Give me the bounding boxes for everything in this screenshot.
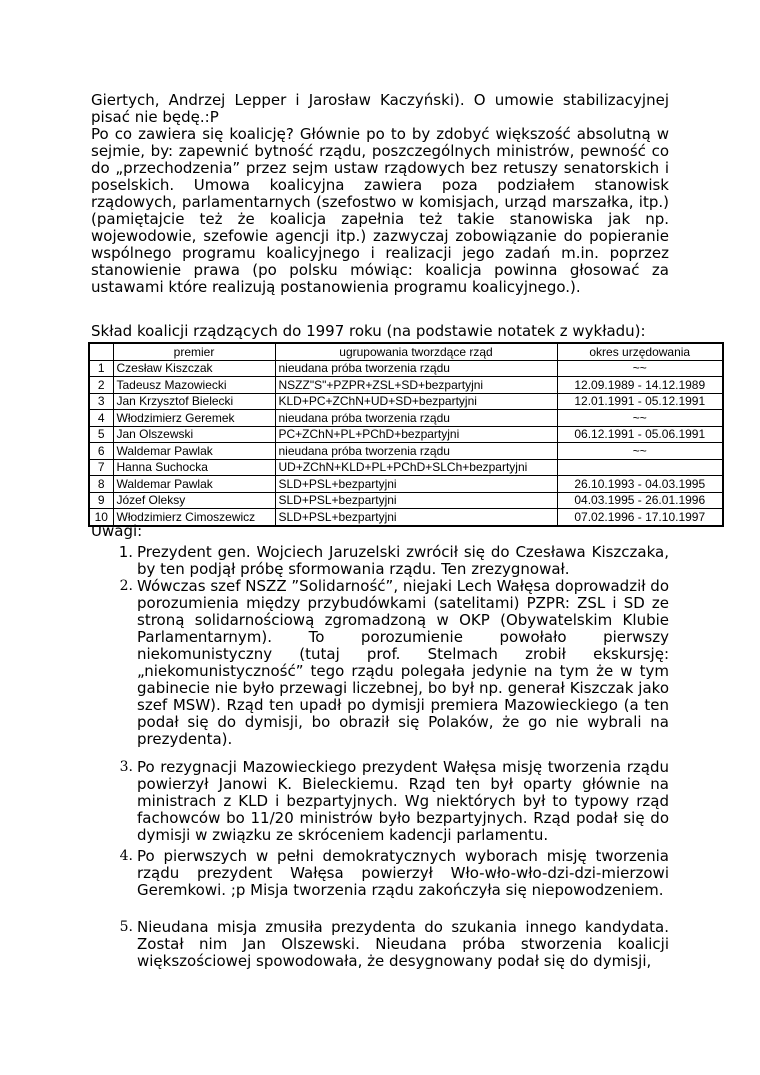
note-number: 2. xyxy=(119,578,133,594)
row-premier: Włodzimierz Geremek xyxy=(113,410,275,427)
note-item-1 xyxy=(111,544,669,578)
row-premier: Waldemar Pawlak xyxy=(113,443,275,460)
row-term: 06.12.1991 - 05.06.1991 xyxy=(557,426,723,443)
header-premier: premier xyxy=(113,343,275,360)
row-num: 8 xyxy=(89,476,113,493)
row-coalition: UD+ZChN+KLD+PL+PChD+SLCh+bezpartyjni xyxy=(275,459,557,476)
table-row xyxy=(89,377,723,394)
table-caption: Skład koalicji rządzących do 1997 roku (na podstawie notatek z wykładu): xyxy=(91,322,646,340)
note-number: 1. xyxy=(118,543,133,561)
note-item-3 xyxy=(111,759,669,844)
row-coalition: KLD+PC+ZChN+UD+SD+bezpartyjni xyxy=(275,393,557,410)
note-number: 5. xyxy=(119,919,133,935)
row-premier: Czesław Kiszczak xyxy=(113,360,275,377)
row-premier: Jan Olszewski xyxy=(113,426,275,443)
intro-paragraph: Giertych, Andrzej Lepper i Jarosław Kaczyński). O umowie stabilizacyjnej pisać nie będę.:P xyxy=(91,91,669,126)
row-premier: Tadeusz Mazowiecki xyxy=(113,377,275,394)
table-row xyxy=(89,476,723,493)
row-premier: Włodzimierz Cimoszewicz xyxy=(113,509,275,526)
table-row xyxy=(89,509,723,526)
row-coalition: SLD+PSL+bezpartyjni xyxy=(275,509,557,526)
row-premier: Hanna Suchocka xyxy=(113,459,275,476)
row-num: 3 xyxy=(89,393,113,410)
note-item-4 xyxy=(111,848,669,899)
note-item-2 xyxy=(111,578,669,748)
row-premier: Józef Oleksy xyxy=(113,492,275,509)
table-header-row xyxy=(89,343,723,360)
note-text: Wówczas szef NSZZ ”Solidarność”, niejaki Lech Wałęsa doprowadził do porozumienia między przybudówkami (satelitami) PZPR: ZSL i SD ze stroną solidarnościową zgromadzoną w OKP (Obywatelskim Klubie Parlamentarnym). To porozumienie powołało pierwszy niekomunistyczny (tutaj prof. Stelmach zrobił ekskursję: „niekomunistyczność” tego rządu polegała jedynie na tym że w tym gabinecie nie było przewagi liczebnej, bo był np. generał Kiszczak jako szef MSW). Rząd ten upadł po dymisji premiera Mazowieckiego (a ten podał się do dymisji, bo obraził się Polaków, że go nie wybrali na prezydenta). xyxy=(137,577,669,748)
row-premier: Waldemar Pawlak xyxy=(113,476,275,493)
row-num: 2 xyxy=(89,377,113,394)
table-row xyxy=(89,459,723,476)
table-row xyxy=(89,410,723,427)
notes-heading: Uwagi: xyxy=(91,522,143,540)
row-coalition: PC+ZChN+PL+PChD+bezpartyjni xyxy=(275,426,557,443)
header-num xyxy=(89,343,113,360)
row-term: 04.03.1995 - 26.01.1996 xyxy=(557,492,723,509)
row-term: 12.01.1991 - 05.12.1991 xyxy=(557,393,723,410)
table-row xyxy=(89,492,723,509)
row-coalition: nieudana próba tworzenia rządu xyxy=(275,410,557,427)
row-term xyxy=(557,459,723,476)
note-item-5 xyxy=(111,919,669,970)
row-num: 9 xyxy=(89,492,113,509)
note-number: 4. xyxy=(119,848,133,864)
table-row xyxy=(89,443,723,460)
row-coalition: nieudana próba tworzenia rządu xyxy=(275,443,557,460)
row-term: 07.02.1996 - 17.10.1997 xyxy=(557,509,723,526)
row-term: 12.09.1989 - 14.12.1989 xyxy=(557,377,723,394)
header-coalition: ugrupowania tworzdące rząd xyxy=(275,343,557,360)
row-coalition: SLD+PSL+bezpartyjni xyxy=(275,476,557,493)
table-row xyxy=(89,393,723,410)
table-row xyxy=(89,426,723,443)
row-coalition: SLD+PSL+bezpartyjni xyxy=(275,492,557,509)
row-num: 5 xyxy=(89,426,113,443)
table-row xyxy=(89,360,723,377)
row-term: ~~ xyxy=(557,443,723,460)
row-term: ~~ xyxy=(557,360,723,377)
header-term: okres urzędowania xyxy=(557,343,723,360)
row-coalition: nieudana próba tworzenia rządu xyxy=(275,360,557,377)
row-num: 6 xyxy=(89,443,113,460)
note-text: Po rezygnacji Mazowieckiego prezydent Wałęsa misję tworzenia rządu powierzył Janowi K. Bieleckiemu. Rząd ten był oparty głównie na ministrach z KLD i bezpartyjnych. Wg niektórych był to typowy rząd fachowców bo 11/20 ministrów było bezpartyjnych. Rząd podał się do dymisji w związku ze skróceniem kadencji parlamentu. xyxy=(137,758,669,844)
note-text: Po pierwszych w pełni demokratycznych wyborach misję tworzenia rządu prezydent Wałęsa powierzył Wło-wło-wło-dzi-dzi-mierzowi Geremkowi. ;p Misja tworzenia rządu zakończyła się niepowodzeniem. xyxy=(137,847,669,899)
row-num: 10 xyxy=(89,509,113,526)
row-term: ~~ xyxy=(557,410,723,427)
row-coalition: NSZZ"S"+PZPR+ZSL+SD+bezpartyjni xyxy=(275,377,557,394)
note-text: Nieudana misja zmusiła prezydenta do szukania innego kandydata. Został nim Jan Olszewski. Nieudana próba stworzenia koalicji większościowej spowodowała, że desygnowany podał się do dymisji, xyxy=(137,918,669,970)
coalition-paragraph: Po co zawiera się koalicję? Głównie po to by zdobyć większość absolutną w sejmie, by: zapewnić bytność rządu, poszczególnych ministrów, pewność co do „przechodzenia” przez sejm ustaw rządowych bez retuszy senatorskich i poselskich. Umowa koalicyjna zawiera poza podziałem stanowisk rządowych, parlamentarnych (szefostwo w komisjach, urząd marszałka, itp.) (pamiętajcie też że koalicja zapełnia też takie stanowiska jak np. wojewodowie, szefowie agencji itp.) zazwyczaj zobowiązanie do popieranie wspólnego programu koalicyjnego i realizacji jego zadań m.in. poprzez stanowienie prawa (po polsku mówiąc: koalicja powinna głosować za ustawami które realizują postanowienia programu koalicyjnego.). xyxy=(91,125,669,296)
row-premier: Jan Krzysztof Bielecki xyxy=(113,393,275,410)
row-num: 7 xyxy=(89,459,113,476)
coalition-table xyxy=(88,342,724,527)
note-number: 3. xyxy=(119,759,133,775)
row-num: 1 xyxy=(89,360,113,377)
row-num: 4 xyxy=(89,410,113,427)
note-text: Prezydent gen. Wojciech Jaruzelski zwrócił się do Czesława Kiszczaka, by ten podjął próbę sformowania rządu. Ten zrezygnował. xyxy=(137,543,669,578)
row-term: 26.10.1993 - 04.03.1995 xyxy=(557,476,723,493)
